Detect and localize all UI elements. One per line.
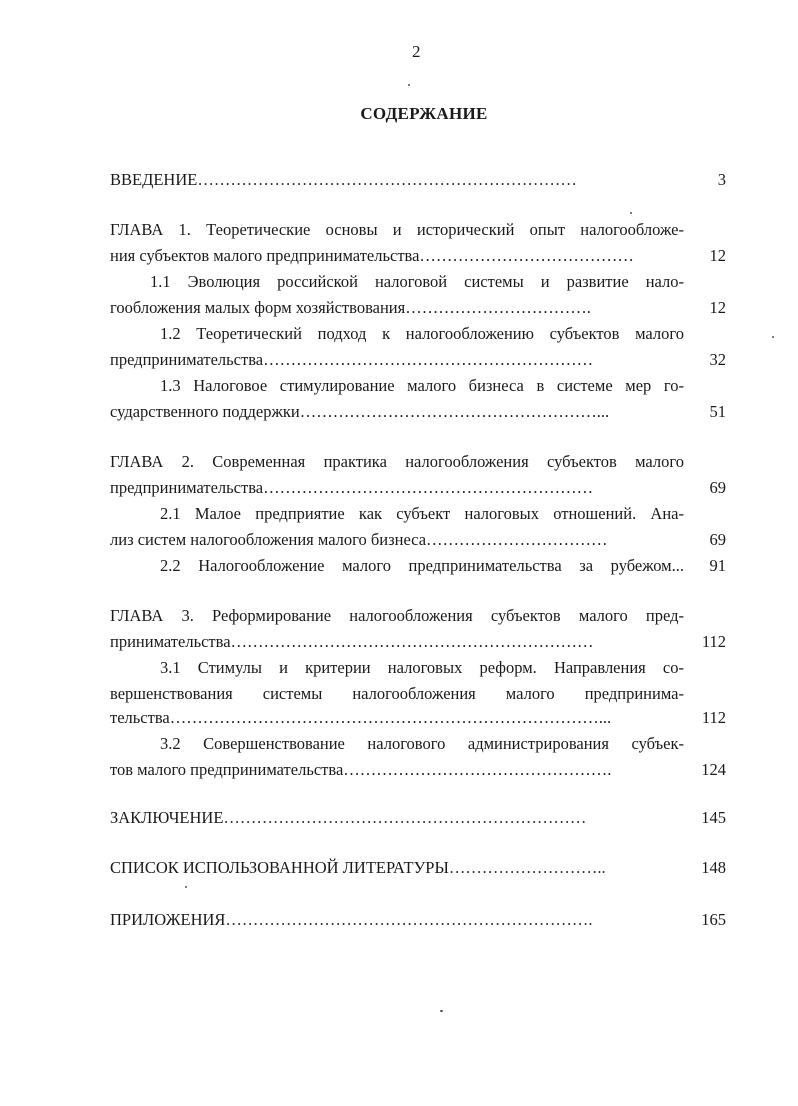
page-number: 2	[412, 42, 421, 61]
toc-3-2-line1: 3.2 Совершенствование налогового администрирования субъек-	[160, 734, 684, 753]
toc-conclusion-label: ЗАКЛЮЧЕНИЕ	[110, 808, 224, 827]
toc-2-1-page: 69	[709, 530, 726, 549]
toc-intro-page: 3	[717, 170, 726, 189]
toc-intro-label: ВВЕДЕНИЕ	[110, 170, 198, 189]
toc-1-1-line1: 1.1 Эволюция российской налоговой системы и развитие нало-	[150, 272, 684, 291]
toc-ch3-line2[interactable]: принимательства…………………………………………………………	[110, 632, 594, 651]
toc-appendix-page: 165	[701, 910, 726, 929]
toc-1-2-page: 32	[709, 350, 726, 369]
toc-3-2-page: 124	[701, 760, 726, 779]
scan-speck	[408, 84, 410, 86]
toc-ch3-page: 112	[701, 632, 726, 651]
toc-appendix[interactable]	[110, 910, 684, 930]
toc-2-2-line1[interactable]: 2.2 Налогообложение малого предпринимательства за рубежом...	[160, 556, 684, 575]
toc-1-3-line2[interactable]: сударственного поддержки………………………………………………...	[110, 402, 610, 421]
toc-ch2-line1: ГЛАВА 2. Современная практика налогообложения субъектов малого	[110, 452, 684, 471]
toc-appendix-label: ПРИЛОЖЕНИЯ	[110, 910, 226, 929]
toc-1-3-page: 51	[709, 402, 726, 421]
toc-3-1-line3[interactable]: тельства……………………………………………………………………...	[110, 708, 612, 727]
toc-ch2-page: 69	[709, 478, 726, 497]
toc-conclusion-page: 145	[701, 808, 726, 827]
scan-speck	[185, 886, 187, 888]
toc-references-leader: ………………………..	[448, 858, 606, 877]
toc-references-label: СПИСОК ИСПОЛЬЗОВАННОЙ ЛИТЕРАТУРЫ	[110, 858, 449, 877]
scan-speck	[630, 212, 632, 214]
toc-1-3-line1: 1.3 Налоговое стимулирование малого бизнеса в системе мер го-	[160, 376, 684, 395]
toc-3-1-line1: 3.1 Стимулы и критерии налоговых реформ. Направления со-	[160, 658, 684, 677]
toc-3-2-line2[interactable]: тов малого предпринимательства………………………………………….	[110, 760, 612, 779]
toc-appendix-leader: ………………………………………………………….	[225, 910, 593, 929]
scan-speck	[772, 336, 774, 338]
toc-1-1-line2[interactable]: гообложения малых форм хозяйствования…………………………….	[110, 298, 591, 317]
toc-references-page: 148	[701, 858, 726, 877]
toc-ch2-line2[interactable]: предпринимательства……………………………………………………	[110, 478, 594, 497]
toc-1-2-line2[interactable]: предпринимательства……………………………………………………	[110, 350, 594, 369]
toc-3-1-line2: вершенствования системы налогообложения малого предпринима-	[110, 684, 684, 703]
toc-2-2-page: 91	[709, 556, 726, 575]
toc-3-1-page: 112	[701, 708, 726, 727]
toc-1-2-line1: 1.2 Теоретический подход к налогообложению субъектов малого	[160, 324, 684, 343]
page-title: СОДЕРЖАНИЕ	[360, 104, 488, 123]
toc-ch1-line1: ГЛАВА 1. Теоретические основы и исторический опыт налогообложе-	[110, 220, 684, 239]
toc-conclusion-leader: …………………………………………………………	[223, 808, 587, 827]
toc-ch1-line2[interactable]: ния субъектов малого предпринимательства…………………………………	[110, 246, 634, 265]
toc-references[interactable]	[110, 858, 684, 878]
toc-2-1-line2[interactable]: лиз систем налогообложения малого бизнеса……………………………	[110, 530, 608, 549]
toc-2-1-line1: 2.1 Малое предприятие как субъект налоговых отношений. Ана-	[160, 504, 684, 523]
toc-intro-leader: ……………………………………………………………	[197, 170, 577, 189]
toc-conclusion[interactable]	[110, 808, 672, 828]
toc-ch1-page: 12	[709, 246, 726, 265]
toc-1-1-page: 12	[709, 298, 726, 317]
toc-intro[interactable]	[110, 170, 680, 190]
toc-ch3-line1: ГЛАВА 3. Реформирование налогообложения субъектов малого пред-	[110, 606, 684, 625]
scan-speck	[440, 1010, 443, 1012]
